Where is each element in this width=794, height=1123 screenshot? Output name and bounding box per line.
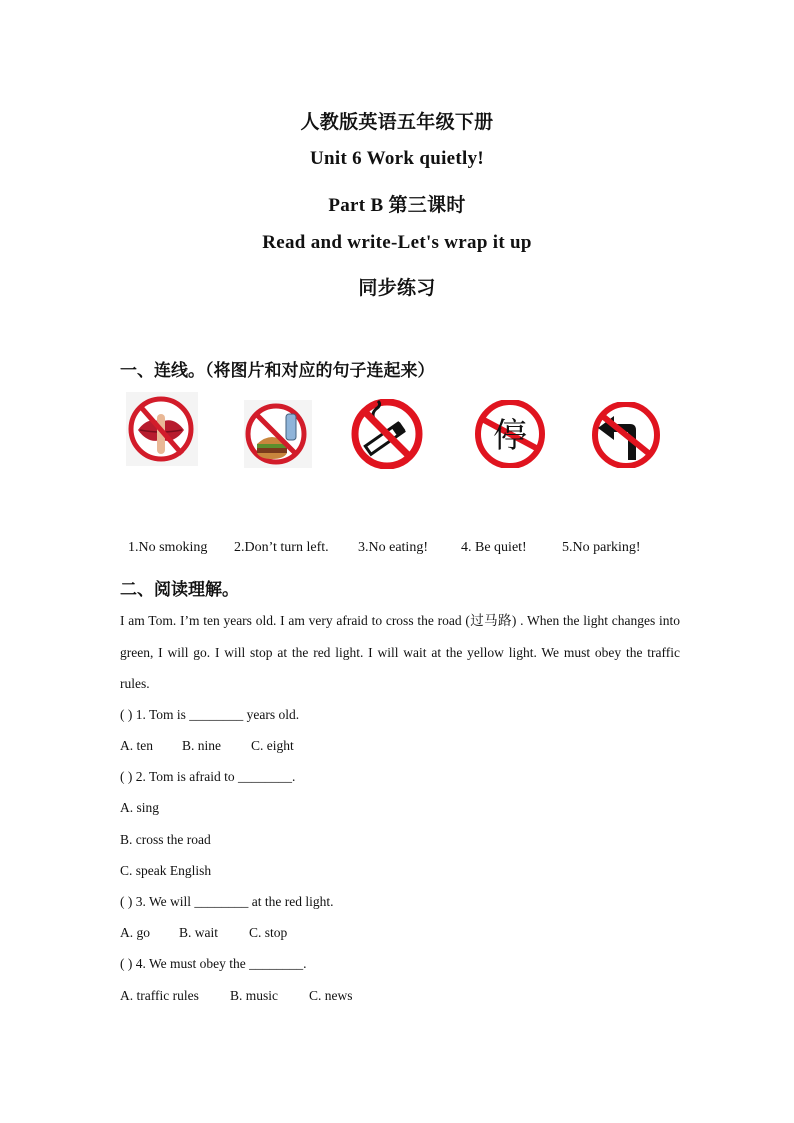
q2-option-c: C. speak English: [120, 863, 212, 878]
no-left-turn-sign-icon: [586, 402, 666, 468]
no-smoking-sign-icon: [350, 399, 424, 469]
q4-option-a: A. traffic rules: [120, 988, 199, 1003]
sign-row: [0, 392, 794, 472]
q2-option-a: A. sing: [120, 800, 160, 815]
no-parking-sign-text: 停: [493, 416, 527, 456]
title-lesson: Read and write-Let's wrap it up: [262, 232, 532, 253]
q1-option-b: B. nine: [182, 738, 221, 753]
title-practice: 同步练习: [358, 278, 436, 299]
q1-option-a: A. ten: [120, 738, 153, 753]
question-4-options: [120, 988, 353, 1004]
q3-option-c: C. stop: [249, 925, 288, 940]
sentence-5: 5.No parking!: [562, 540, 641, 555]
title-unit: Unit 6 Work quietly!: [309, 148, 485, 169]
question-4: ( ) 4. We must obey the ________.: [120, 956, 307, 971]
q1-option-c: C. eight: [251, 738, 294, 753]
q2-option-b: B. cross the road: [120, 832, 211, 847]
section2-heading: 二、阅读理解。: [120, 580, 239, 599]
sentence-2: 2.Don’t turn left.: [234, 540, 329, 555]
q4-option-c: C. news: [309, 988, 353, 1003]
section1-heading: 一、连线。（将图片和对应的句子连起来）: [120, 361, 435, 380]
title-part: Part B 第三课时: [328, 195, 466, 216]
quiet-sign-icon: [126, 392, 198, 466]
title-book: 人教版英语五年级下册: [300, 112, 494, 133]
sentence-4: 4. Be quiet!: [461, 540, 527, 555]
sentence-1: 1.No smoking: [128, 540, 208, 555]
question-1-options: [120, 738, 294, 754]
q3-option-b: B. wait: [179, 925, 218, 940]
question-3-options: [120, 925, 287, 941]
q4-option-b: B. music: [230, 988, 279, 1003]
no-parking-sign-icon: [470, 400, 550, 468]
sentence-3: 3.No eating!: [358, 540, 428, 555]
question-2: ( ) 2. Tom is afraid to ________.: [120, 769, 296, 784]
reading-passage: I am Tom. I’m ten years old. I am very afraid to cross the road (过马路) . When the light changes into green, I will go. I will stop at the red light. I will wait at the yellow light. We must obey the traffic rules.: [120, 613, 680, 691]
q3-option-a: A. go: [120, 925, 150, 940]
no-eating-sign-icon: [244, 400, 312, 468]
question-1: ( ) 1. Tom is ________ years old.: [120, 707, 300, 722]
question-3: ( ) 3. We will ________ at the red light.: [120, 894, 334, 909]
